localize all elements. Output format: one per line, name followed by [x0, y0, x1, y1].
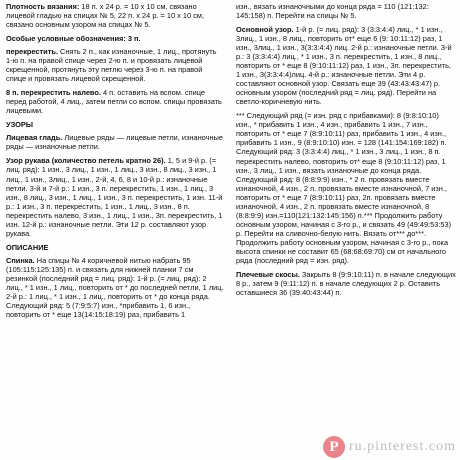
section-heading: ОПИСАНИЕ — [6, 242, 49, 252]
paragraph — [236, 25, 456, 106]
paragraph-text: 1-й р. (= лиц. ряд): 3 (3:3:4:4) лиц., * 1 изн., 3лиц., 1 изн., 8 лиц., повторить от* еще 6 (9: 10:11:12) раз, 1 изн., 3лиц., 1 изн., 3(3:3:4:4) лиц. 2-й р.: изнаночные петли. 3-й р.: 3 (3:3:4:4) лиц., * 1 изн., 3 п. перекрестить, 1 изн., 8 лиц., повторить от * еще 8 (9:10:11:12) раз, 1 изн., 3п. перекрестить, 1 изн., 3(3:3:4:4)лиц. 4-й р.: изнаночные петли. Эти 4 р. составляют основной узор. Связать еще 39 (43:43:43:47) р. основным узором (последний ряд = лиц. ряд). Перейти на светло-коричневую нить. — [236, 25, 452, 107]
section-heading: Особые условные обозначения: 3 п. — [6, 34, 141, 44]
paragraph — [236, 270, 456, 297]
paragraph — [6, 2, 224, 29]
paragraph — [6, 133, 224, 151]
watermark-text: ru.pinterest.com — [349, 439, 456, 455]
paragraph-text: 1, 5 и 9-й р. (= лиц. ряд): 1 изн., 3 лиц., 1 изн., 1 лиц., 3 изн., 8 лиц., 3 изн., 1 лиц., 1 изн., 3лиц., 1 изн., 2-й, 4, 6, 8 и 10-й р.: изнаночные петли. 3-й и 7-й р.: 1 изн., 3 п. перекрестить, 1 изн., 1 лиц., 3 изн., 8 лиц., 3 изн., 1 лиц., 1 изн., 3 п. перекрестить, 1 изн. 11-й р.: 1 изн., 3 п. перекрестить, 1 изн., 1 лиц., 3 изн., 8 п. перекрестить налево, 3 изн., 1 лиц., 1 изн., 3п. перекрестить, 1 изн. 12-й р.: изнаночные петли. Эти 12 р. составляют узор рукава. — [6, 156, 223, 238]
paragraph-text: 4 п. оставить на вспом. спице перед работой, 4 лиц., затем петли со вспом. спицы провязать лицевыми. — [6, 88, 222, 116]
paragraph — [6, 156, 224, 237]
paragraph — [6, 47, 224, 83]
paragraph-text: *** Следующий ряд (= изн. ряд с прибавками): 8 (9:8:10:10) изн., * прибавить 1 изн., 4 изн., прибавить 1 изн., 7 изн., повторить от * еще 7 (8:9:10:11) раз, прибавить 1 изн., 4 изн., прибавить 1 изн., 9 (8:9:10:10) изн. = 128 (141:154:169:182) п. Следующий ряд: 3 (3:3:4:4) лиц., * 1 изн., 3 лиц., 1 изн., 8 п. перекрестить налево, повторить от* еще 8 (9:10:11:12) раз, 1 изн., 3 лиц., 1 изн., вязать изнаночные до конца ряда. Следующий ряд: 8 (8:8:9:9) изн., * 2 п. провязать вместе изнаночной, 4 изн., 2 п. провязать вместе изнаночной, 7 изн., повторить от * еще 7 (8:9:10:11) раз, 2п. провязать вместе изнаночной, 4 изн., 2 п. провязать вместе изнаночной, 8 (8:8:9:9) изн.=110(121:132:145:156) п.*** Продолжить работу основным узором, начиная с 3-го р., и связать 49 (49:49:53:53) р. Перейти на сливочно-белую нить. Вязать от*** до***. Продолжить работу основным узором, начиная с 3-го р., пока высота спинки не составит 65 (68:68:69:70) см от начального ряда (последний ряд = изн. ряд). — [236, 111, 452, 265]
section-heading: УЗОРЫ — [6, 120, 34, 130]
paragraph-label: Узор рукава (количество петель кратно 26). — [6, 156, 166, 166]
paragraph-label: Основной узор. — [236, 25, 294, 35]
paragraph-text: На спицы № 4 коричневой нитью набрать 95 (105:115:125:135) п. и связать для нижней планки 7 см резинкой (последний ряд = лиц. ряд): 1-й р. (= лиц. ряд): 2 лиц., * 1 изн., 1 лиц., повторить от * до последней петли, 1 лиц. 2-й р.: 1 лиц., * 1 изн., 1 лиц., повторить от * до конца ряда. Следующий ряд: 5 (7:9:5:7) изн., *прибавить 1, 6 изн., повторить от * еще 13(14:15:18:19) раз, прибавить 1 — [6, 255, 224, 319]
pinterest-logo-icon: P — [323, 436, 345, 458]
watermark — [323, 436, 456, 458]
right-column — [236, 2, 456, 302]
left-column — [6, 2, 224, 324]
paragraph-text: Снять 2 п., как изнаночные, 1 лиц., протянуть 1-ю п. на правой спице через 2-ю п. и провязать лицевой скрещенной, протянуть эту петлю через 3-ю п. на правой спице и провязать лицевой скрещенной. — [6, 47, 217, 84]
paragraph-text: Закрыть 8 (9:9:10:11) п. в начале следующих 8 р., затем 9 (9:11:12) п. в начале следующих 2 р. Оставить оставшиеся 36 (39:40:43:44) п. — [236, 269, 456, 297]
paragraph-label: перекрестить. — [6, 47, 58, 57]
paragraph-text: 18 п. х 24 р. = 10 х 10 см, связано лицевой гладью на спицах № 5, 22 п. х 24 р. = 10 х 10 см, связано основным узором на спицах № 5. — [6, 2, 205, 30]
paragraph — [6, 256, 224, 319]
paragraph — [236, 111, 456, 265]
paragraph-label: Плечевые скосы. — [236, 269, 300, 279]
paragraph-label: Спинка. — [6, 255, 35, 265]
paragraph-label: Лицевая гладь. — [6, 133, 63, 143]
paragraph-text: изн., вязать изнаночными до конца ряда = 110 (121:132: 145:158) п. Перейти на спицы № 5. — [236, 2, 429, 21]
paragraph-text: Лицевые ряды — лицевые петли, изнаночные ряды — изнаночные петли. — [6, 133, 223, 152]
paragraph-label: Плотность вязания: — [6, 2, 80, 11]
paragraph — [6, 88, 224, 115]
paragraph — [236, 2, 456, 20]
paragraph-label: 8 п. перекрестить налево. — [6, 88, 101, 98]
